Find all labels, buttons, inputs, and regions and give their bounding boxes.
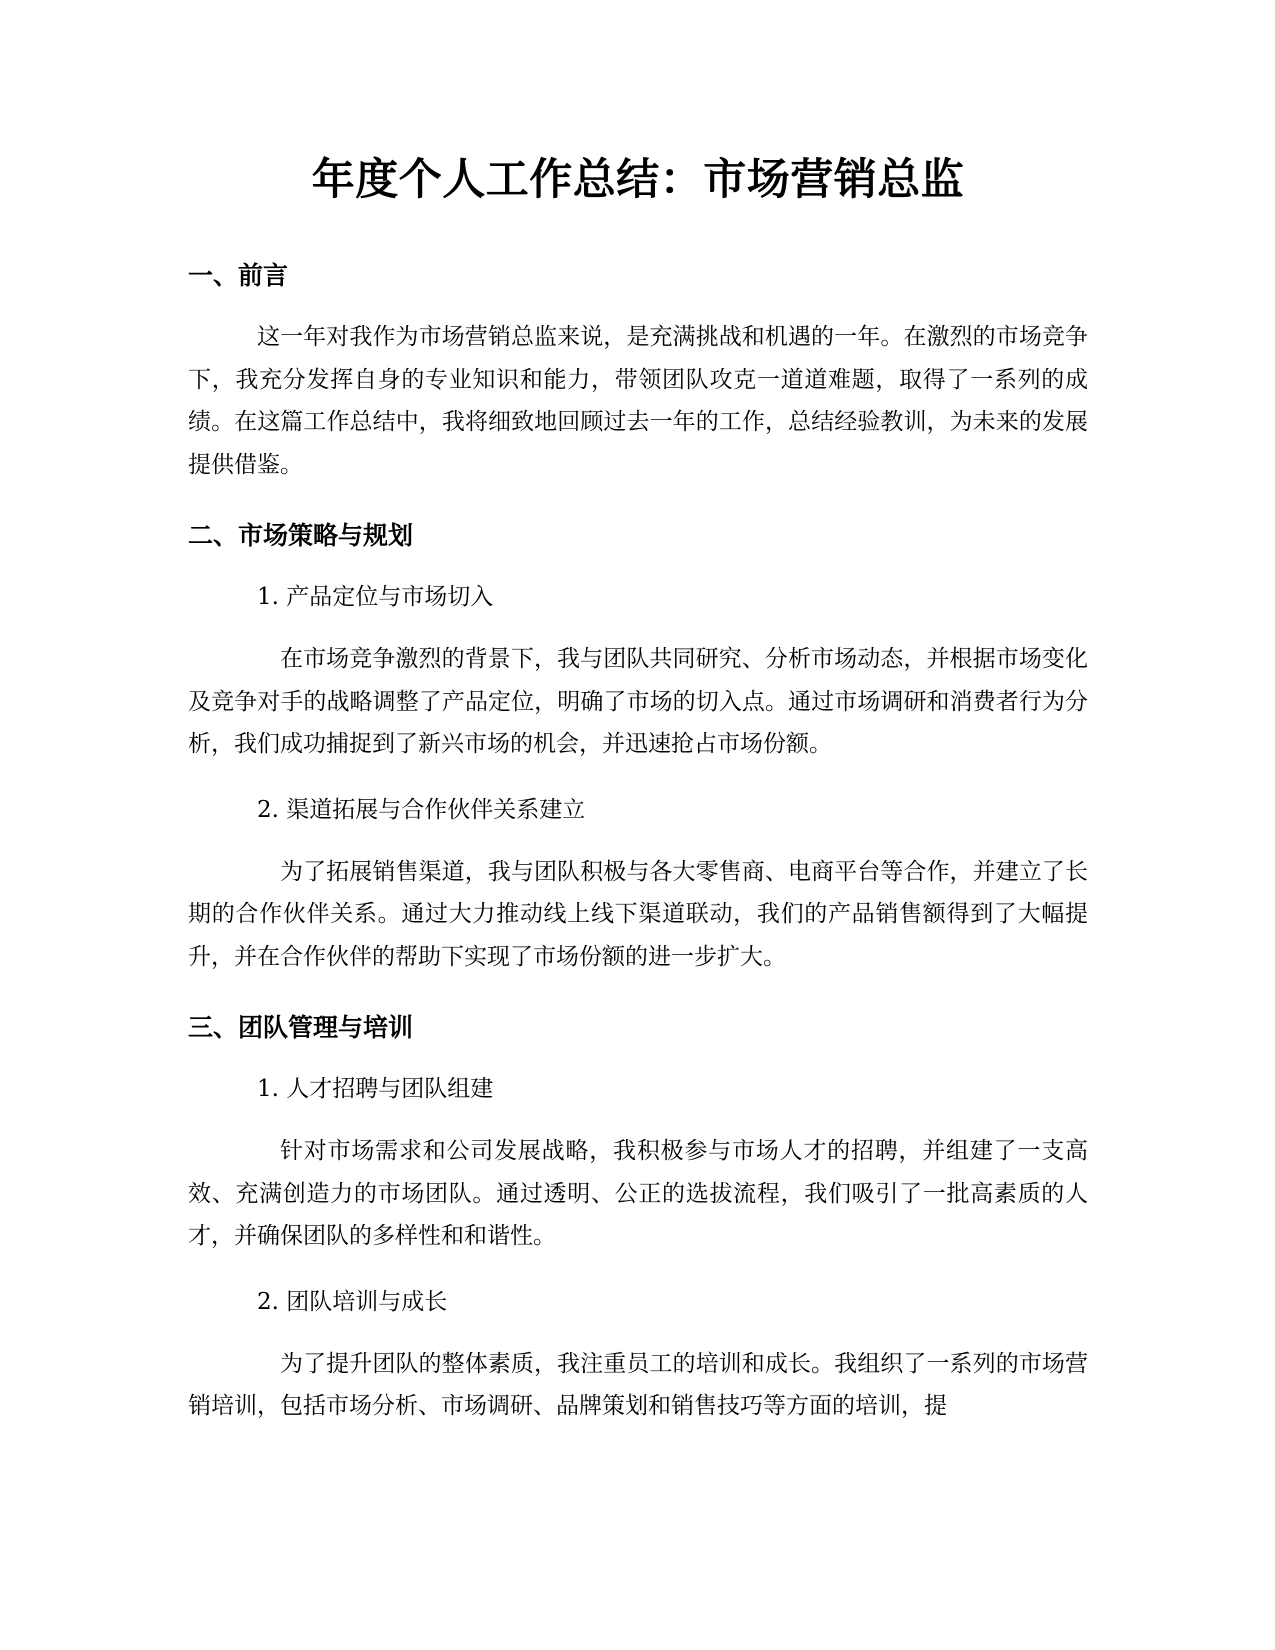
subheading-team-training: 2. 团队培训与成长 [257,1288,448,1315]
subheading-channel-expansion: 2. 渠道拓展与合作伙伴关系建立 [257,796,586,823]
document-title: 年度个人工作总结：市场营销总监 [311,155,965,205]
section-heading-market-strategy: 二、市场策略与规划 [188,521,414,550]
section-heading-team-management: 三、团队管理与培训 [188,1013,414,1042]
subheading-talent-recruitment: 1. 人才招聘与团队组建 [257,1076,494,1102]
section-heading-preface: 一、前言 [188,261,289,290]
product-positioning-paragraph: 在市场竞争激烈的背景下，我与团队共同研究、分析市场动态，并根据市场变化及竞争对手的战略调整了产品定位，明确了市场的切入点。通过市场调研和消费者行为分析，我们成功捕捉到了新兴市场的机会，并迅速抢占市场份额。 [188,646,1088,757]
channel-expansion-paragraph: 为了拓展销售渠道，我与团队积极与各大零售商、电商平台等合作，并建立了长期的合作伙伴关系。通过大力推动线上线下渠道联动，我们的产品销售额得到了大幅提升，并在合作伙伴的帮助下实现了市场份额的进一步扩大。 [188,858,1088,970]
subheading-product-positioning: 1. 产品定位与市场切入 [257,584,494,610]
preface-paragraph: 这一年对我作为市场营销总监来说，是充满挑战和机遇的一年。在激烈的市场竞争下，我充分发挥自身的专业知识和能力，带领团队攻克一道道难题，取得了一系列的成绩。在这篇工作总结中，我将细致地回顾过去一年的工作，总结经验教训，为未来的发展提供借鉴。 [188,324,1088,478]
talent-recruitment-paragraph: 针对市场需求和公司发展战略，我积极参与市场人才的招聘，并组建了一支高效、充满创造力的市场团队。通过透明、公正的选拔流程，我们吸引了一批高素质的人才，并确保团队的多样性和和谐性。 [188,1138,1088,1249]
team-training-paragraph: 为了提升团队的整体素质，我注重员工的培训和成长。我组织了一系列的市场营销培训，包括市场分析、市场调研、品牌策划和销售技巧等方面的培训，提 [188,1350,1088,1419]
document-body [188,150,1088,1451]
